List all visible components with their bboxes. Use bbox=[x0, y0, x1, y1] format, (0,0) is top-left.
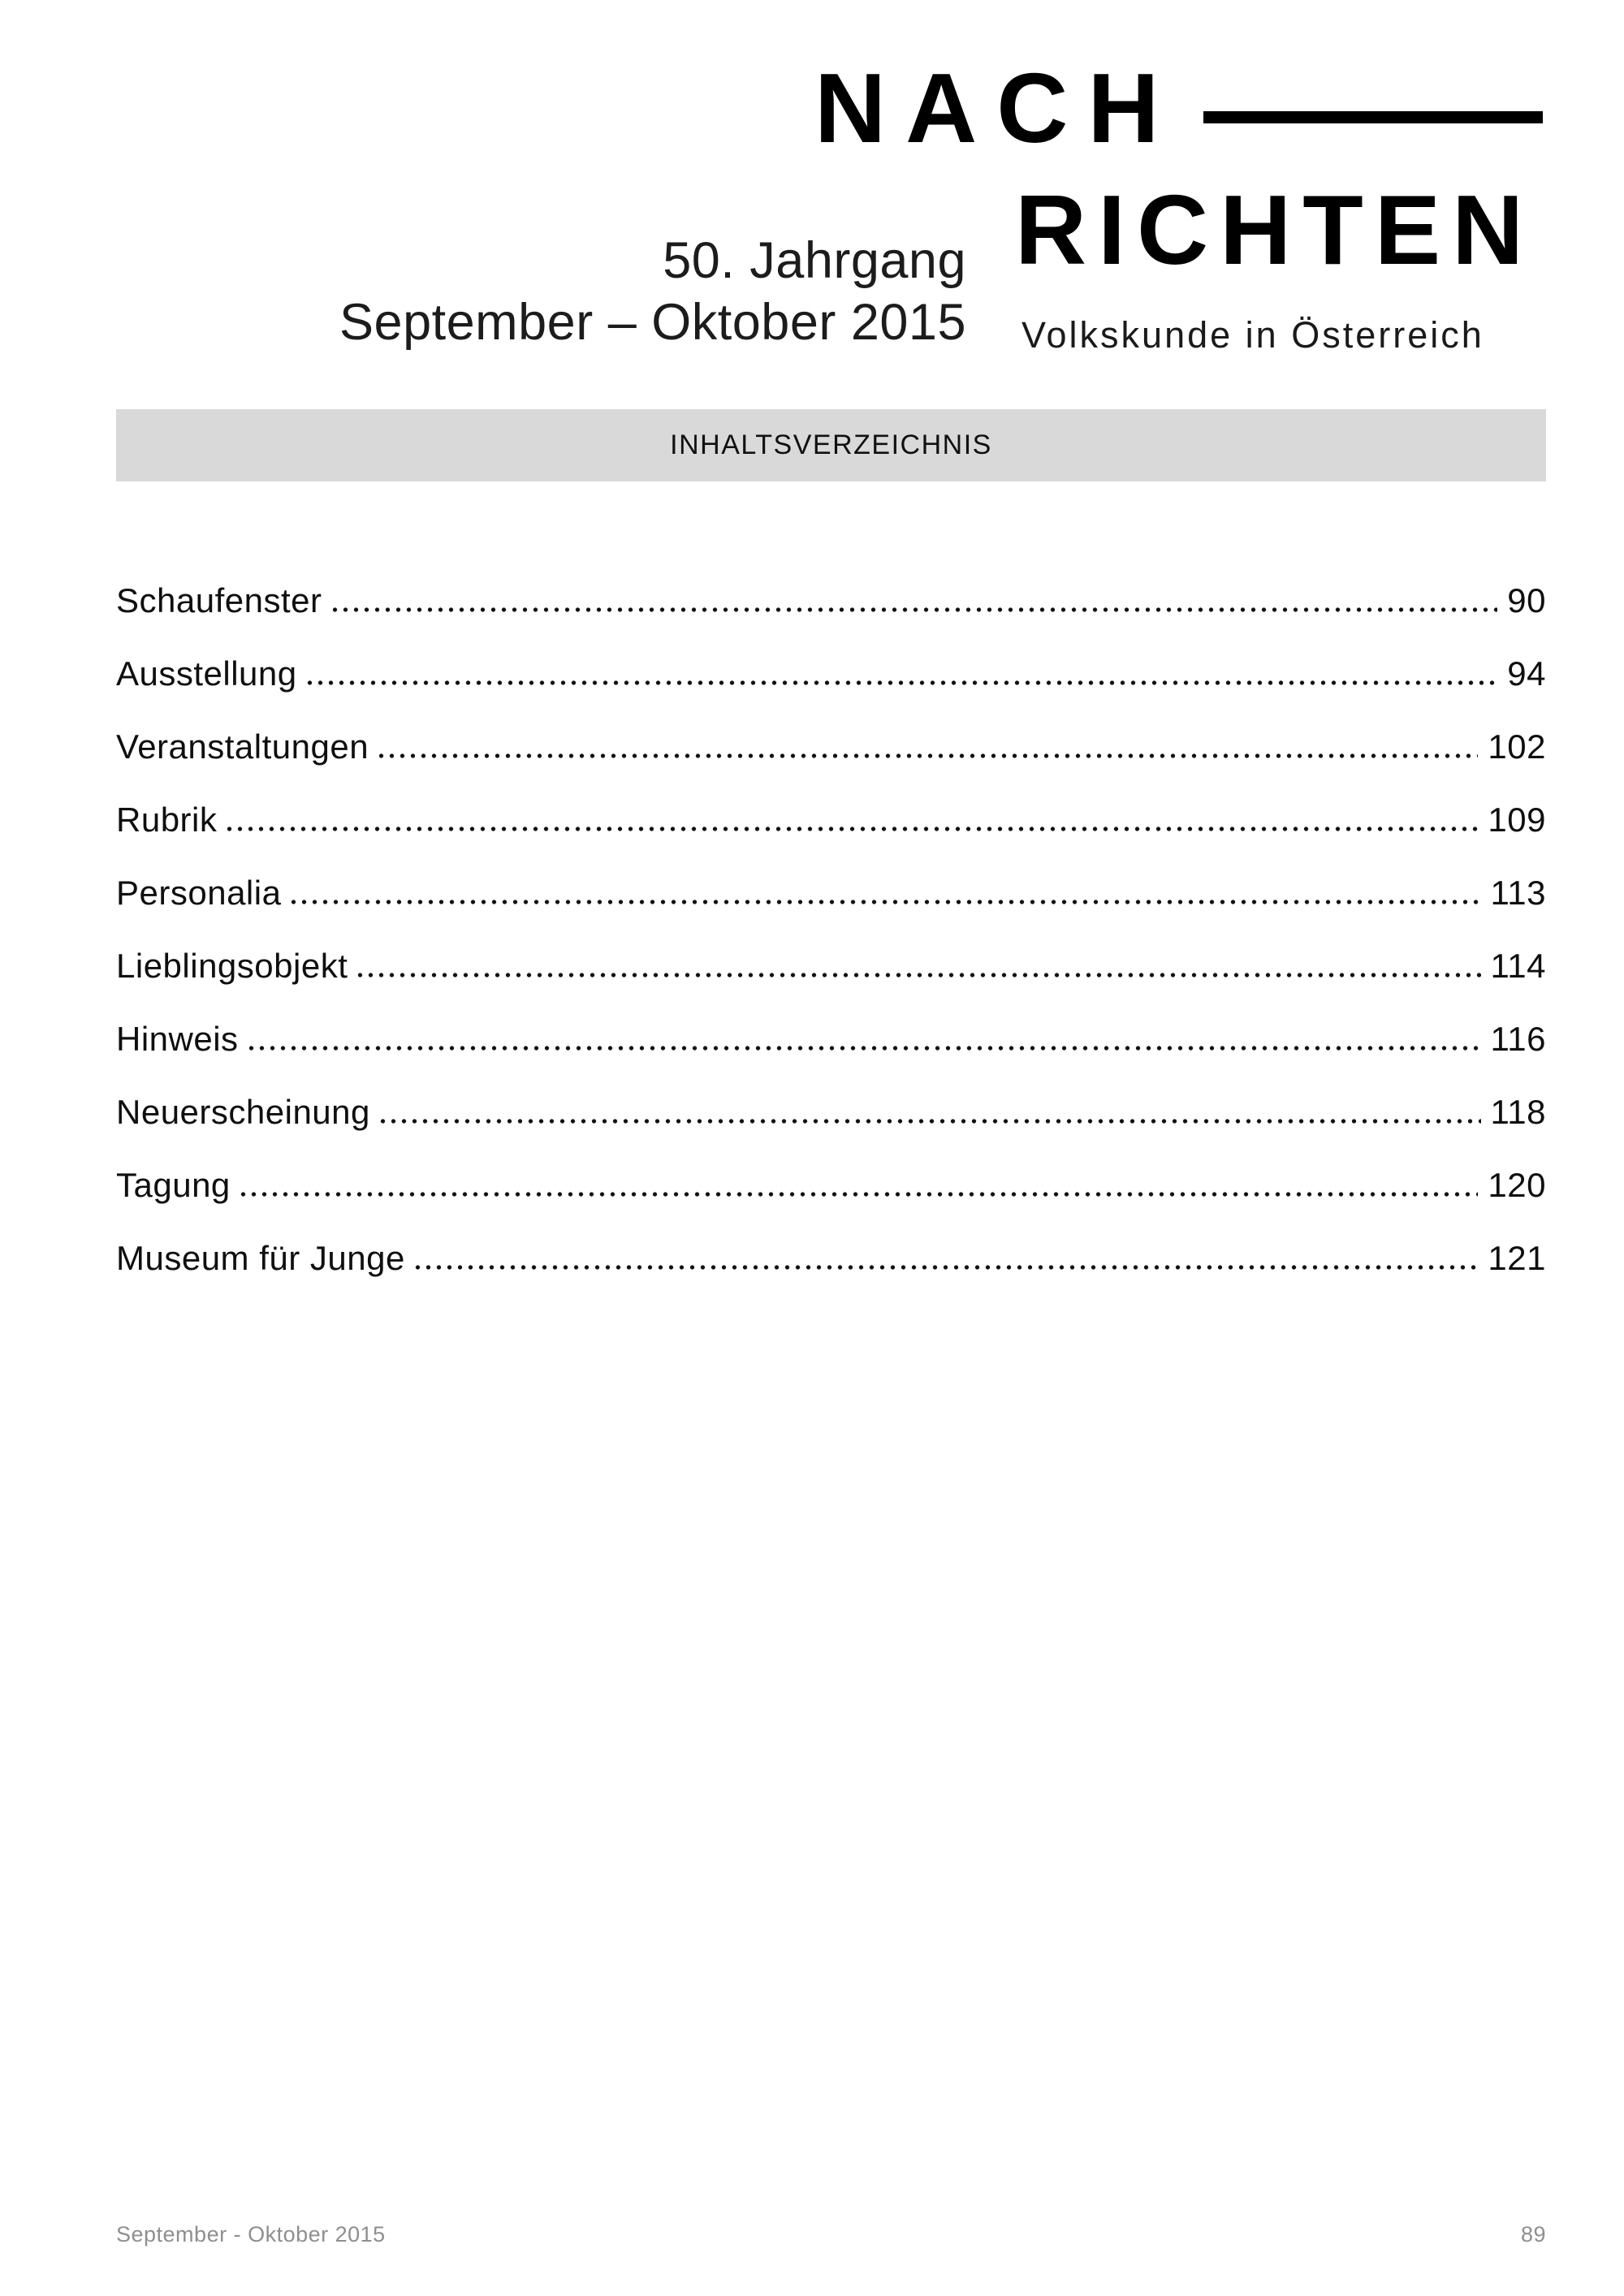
logo-rule bbox=[1203, 111, 1543, 123]
toc-entry bbox=[116, 564, 1546, 637]
logo-subtitle: Volkskunde in Österreich bbox=[1021, 314, 1484, 356]
toc-entry bbox=[116, 783, 1546, 857]
toc-dot-leader bbox=[376, 753, 1478, 758]
toc-entry bbox=[116, 1222, 1546, 1295]
footer-page-number: 89 bbox=[1520, 2222, 1546, 2246]
toc-entry-page: 121 bbox=[1488, 1239, 1546, 1277]
toc-entry-page: 113 bbox=[1490, 874, 1546, 912]
toc-entry-page: 109 bbox=[1488, 801, 1546, 839]
toc-dot-leader bbox=[238, 1192, 1479, 1197]
footer-issue-label: September - Oktober 2015 bbox=[116, 2222, 386, 2246]
toc-dot-leader bbox=[355, 973, 1480, 978]
toc-dot-leader bbox=[412, 1265, 1479, 1270]
toc-entry-label: Tagung bbox=[116, 1166, 231, 1204]
toc-entry-label: Neuerscheinung bbox=[116, 1093, 370, 1131]
page-footer bbox=[116, 2222, 1546, 2247]
toc-entry-label: Museum für Junge bbox=[116, 1239, 405, 1277]
logo-word-nach: NACH bbox=[814, 53, 1179, 163]
toc-entry-page: 94 bbox=[1507, 654, 1546, 693]
toc-dot-leader bbox=[330, 607, 1498, 612]
toc-entry bbox=[116, 637, 1546, 710]
toc-header-bar bbox=[116, 409, 1546, 481]
toc-entry-page: 116 bbox=[1490, 1020, 1546, 1058]
toc-list bbox=[116, 564, 1546, 1295]
toc-dot-leader bbox=[246, 1046, 1481, 1051]
issue-volume: 50. Jahrgang bbox=[663, 232, 966, 289]
toc-entry-label: Lieblingsobjekt bbox=[116, 947, 348, 985]
issue-dates: September – Oktober 2015 bbox=[339, 294, 966, 351]
toc-entry-label: Rubrik bbox=[116, 801, 218, 839]
toc-title: INHALTSVERZEICHNIS bbox=[670, 429, 992, 460]
toc-entry bbox=[116, 1149, 1546, 1222]
logo-word-richten: RICHTEN bbox=[1015, 175, 1535, 285]
toc-entry-label: Ausstellung bbox=[116, 654, 297, 693]
toc-dot-leader bbox=[224, 826, 1478, 831]
toc-entry-page: 118 bbox=[1490, 1093, 1546, 1131]
toc-entry-label: Veranstaltungen bbox=[116, 727, 369, 766]
toc-entry-label: Schaufenster bbox=[116, 581, 322, 619]
toc-entry-label: Personalia bbox=[116, 874, 282, 912]
toc-entry-page: 120 bbox=[1488, 1166, 1546, 1204]
toc-entry-page: 102 bbox=[1488, 727, 1546, 766]
toc-entry bbox=[116, 1076, 1546, 1149]
toc-entry-label: Hinweis bbox=[116, 1020, 239, 1058]
toc-dot-leader bbox=[288, 900, 1480, 904]
toc-entry bbox=[116, 710, 1546, 783]
toc-entry bbox=[116, 1003, 1546, 1076]
toc-entry bbox=[116, 857, 1546, 930]
toc-entry bbox=[116, 930, 1546, 1003]
toc-entry-page: 90 bbox=[1507, 581, 1546, 619]
toc-dot-leader bbox=[304, 680, 1498, 685]
issue-info bbox=[116, 230, 966, 353]
toc-entry-page: 114 bbox=[1490, 947, 1546, 985]
toc-dot-leader bbox=[378, 1119, 1481, 1124]
